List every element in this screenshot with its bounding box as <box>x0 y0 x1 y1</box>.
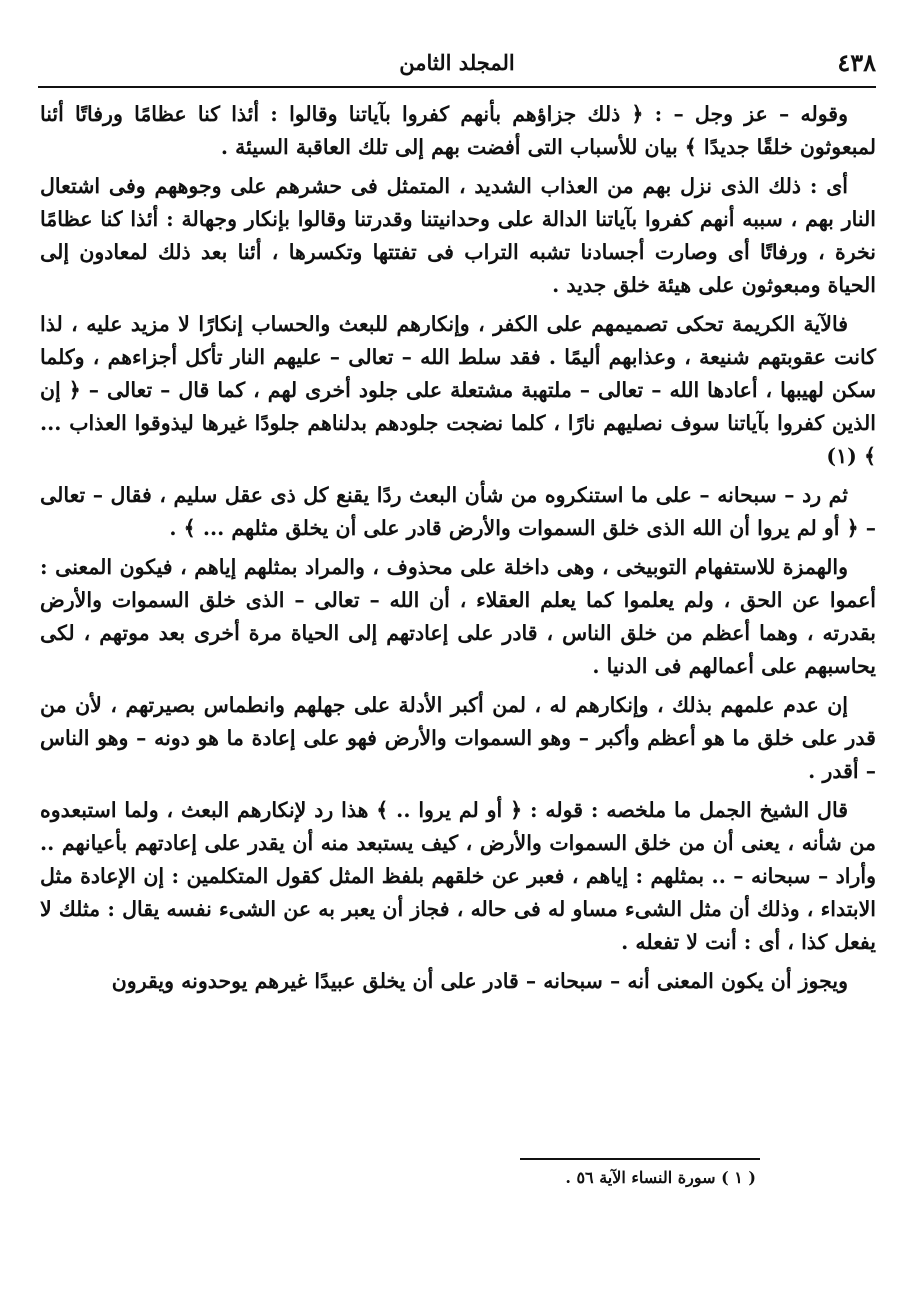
paragraph-5: والهمزة للاستفهام التوبيخى ، وهى داخلة على محذوف ، والمراد بمثلهم إياهم ، فيكون المعنى : أعموا عن الحق ، ولم يعلموا كما يعلم العقلاء ، أن الله – تعالى – الذى خلق السموات والأرض بقدرته ، وهما أعظم من خلق الناس ، قادر على إعادتهم إلى الحياة مرة أخرى بعد موتهم ، لكى يحاسبهم على أعمالهم فى الدنيا . <box>40 555 876 678</box>
paragraph-1: وقوله – عز وجل – : ﴿ ذلك جزاؤهم بأنهم كفروا بآياتنا وقالوا : أئذا كنا عظامًا ورفاتًا أئنا لمبعوثون خلقًا جديدًا ﴾ بيان للأسباب التى أفضت بهم إلى تلك العاقبة السيئة . <box>40 102 876 159</box>
footnote-divider <box>520 1158 760 1160</box>
paragraph-4: ثم رد – سبحانه – على ما استنكروه من شأن البعث ردًا يقنع كل ذى عقل سليم ، فقال – تعالى – ﴿ أو لم يروا أن الله الذى خلق السموات والأرض قادر على أن يخلق مثلهم ... ﴾ . <box>40 483 876 540</box>
paragraph-3: فالآية الكريمة تحكى تصميمهم على الكفر ، وإنكارهم للبعث والحساب إنكارًا لا مزيد عليه ، لذا كانت عقوبتهم شنيعة ، وعذابهم أليمًا . فقد سلط الله – تعالى – عليهم النار تأكل أجزاءهم ، وكلما سكن لهيبها ، أعادها الله – تعالى – ملتهبة مشتعلة على جلود أخرى لهم ، كما قال – تعالى – ﴿ إن الذين كفروا بآياتنا سوف نصليهم نارًا ، كلما نضجت جلودهم بدلناهم جلودًا غيرها ليذوقوا العذاب ... ﴾ (١) <box>40 312 876 468</box>
paragraph-8: ويجوز أن يكون المعنى أنه – سبحانه – قادر على أن يخلق عبيدًا غيرهم يوحدونه ويقرون <box>111 969 848 993</box>
paragraph-6: إن عدم علمهم بذلك ، وإنكارهم له ، لمن أكبر الأدلة على جهلهم وانطماس بصيرتهم ، لأن من قدر على خلق ما هو أعظم وأكبر – وهو السموات والأرض فهو على إعادة ما هو دونه – وهو الناس – أقدر . <box>40 693 876 783</box>
volume-title: المجلد الثامن <box>399 50 515 75</box>
page-number: ٤٣٨ <box>837 48 876 77</box>
page-header <box>38 44 876 86</box>
page-body <box>40 98 876 1004</box>
footnote: ( ١ ) سورة النساء الآية ٥٦ . <box>565 1168 756 1187</box>
paragraph-2: أى : ذلك الذى نزل بهم من العذاب الشديد ، المتمثل فى حشرهم على وجوههم وفى اشتعال النار بهم ، سببه أنهم كفروا بآياتنا الدالة على وحدانيتنا وقدرتنا وقالوا بإنكار وجهالة : أئذا كنا عظامًا نخرة ، ورفاتًا أى وصارت أجسادنا تشبه التراب فى تفتتها وتكسرها ، أئنا بعد ذلك لمعادون إلى الحياة ومبعوثون على هيئة خلق جديد . <box>40 174 876 297</box>
paragraph-7: قال الشيخ الجمل ما ملخصه : قوله : ﴿ أو لم يروا .. ﴾ هذا رد لإنكارهم البعث ، ولما استبعدوه من شأنه ، يعنى أن من خلق السموات والأرض ، كيف يستبعد منه أن يقدر على إعادتهم بأعيانهم .. وأراد – سبحانه – .. بمثلهم : إياهم ، فعبر عن خلقهم بلفظ المثل كقول المتكلمين : إن الإعادة مثل الابتداء ، وذلك أن مثل الشىء مساو له فى حاله ، فجاز أن يعبر به عن الشىء نفسه يقال : مثلك لا يفعل كذا ، أى : أنت لا تفعله . <box>40 798 876 954</box>
header-divider <box>38 86 876 88</box>
